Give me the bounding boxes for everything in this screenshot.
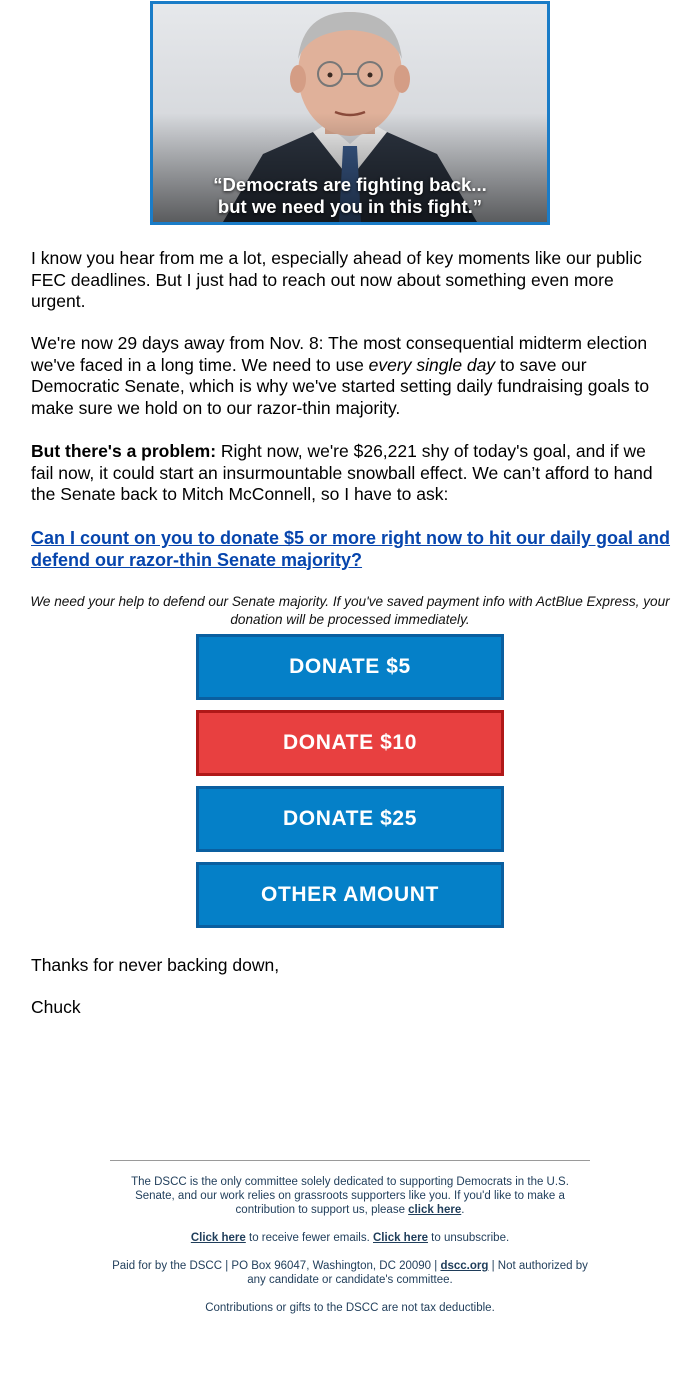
deadline-text-start: We're now 29 days away from Nov. 8: The most consequential midterm election we've faced in a long time. We need to use [31, 333, 648, 375]
footer-email-prefs [110, 1231, 590, 1245]
dscc-site-link[interactable]: dscc.org [440, 1260, 489, 1272]
footer-about-text: The DSCC is the only committee solely dedicated to supporting Democrats in the U.S. Senate, and our work relies on grassroots supporters like you. If you'd like to make a contribution to support us, please [131, 1176, 569, 1216]
signoff-name: Chuck [31, 997, 81, 1017]
fewer-emails-text: to receive fewer emails. [245, 1232, 373, 1244]
footer-about [110, 1175, 590, 1217]
donate-25-button[interactable]: DONATE $25 [196, 786, 504, 852]
donate-10-button[interactable]: DONATE $10 [196, 710, 504, 776]
donate-cta-link[interactable]: Can I count on you to donate $5 or more right now to hit our daily goal and defend our razor-thin Senate majority? [31, 528, 671, 570]
footer-tax-note: Contributions or gifts to the DSCC are not tax deductible. [205, 1302, 495, 1314]
footer-disclaimer [110, 1259, 590, 1287]
emphasis-text: every single day [368, 354, 496, 375]
fewer-emails-link[interactable]: Click here [190, 1232, 246, 1244]
hero-quote-line-2: but we need you in this fight.” [217, 196, 483, 217]
unsubscribe-text: to unsubscribe. [427, 1232, 510, 1244]
intro-paragraph: I know you hear from me a lot, especially ahead of key moments like our public FEC deadlines. But I just had to reach out now about something even more urgent. [31, 248, 642, 312]
hero-quote-caption [153, 174, 547, 218]
footer-about-end: . [461, 1204, 465, 1216]
hero-quote-line-1: “Democrats are fighting back... [213, 174, 487, 195]
deadline-paragraph [31, 333, 671, 419]
footer-divider [110, 1160, 590, 1161]
problem-lead: But there's a problem: [31, 441, 217, 461]
other-amount-button[interactable]: OTHER AMOUNT [196, 862, 504, 928]
actblue-note: We need your help to defend our Senate majority. If you've saved payment info with ActBlue Express, your donation will be processed immediately. [30, 594, 670, 627]
deadline-text-end: to save our Democratic Senate, which is why we've started setting daily fundraising goals to make sure we hold on to our razor-thin majority. [31, 354, 650, 418]
problem-text: Right now, we're $26,221 shy of today's goal, and if we fail now, it could start an insurmountable snowball effect. We can’t afford to hand the Senate back to Mitch McConnell, so I have to ask: [31, 441, 653, 505]
footer-contribute-link[interactable]: click here [408, 1204, 462, 1216]
signoff-thanks: Thanks for never backing down, [31, 955, 280, 975]
paid-for-text: Paid for by the DSCC | PO Box 96047, Washington, DC 20090 | [112, 1260, 441, 1272]
donate-5-button[interactable]: DONATE $5 [196, 634, 504, 700]
not-authorized-text: | Not authorized by any candidate or candidate's committee. [247, 1260, 588, 1286]
unsubscribe-link[interactable]: Click here [373, 1232, 428, 1244]
problem-paragraph [31, 441, 671, 506]
header-video-thumbnail[interactable] [150, 1, 550, 225]
